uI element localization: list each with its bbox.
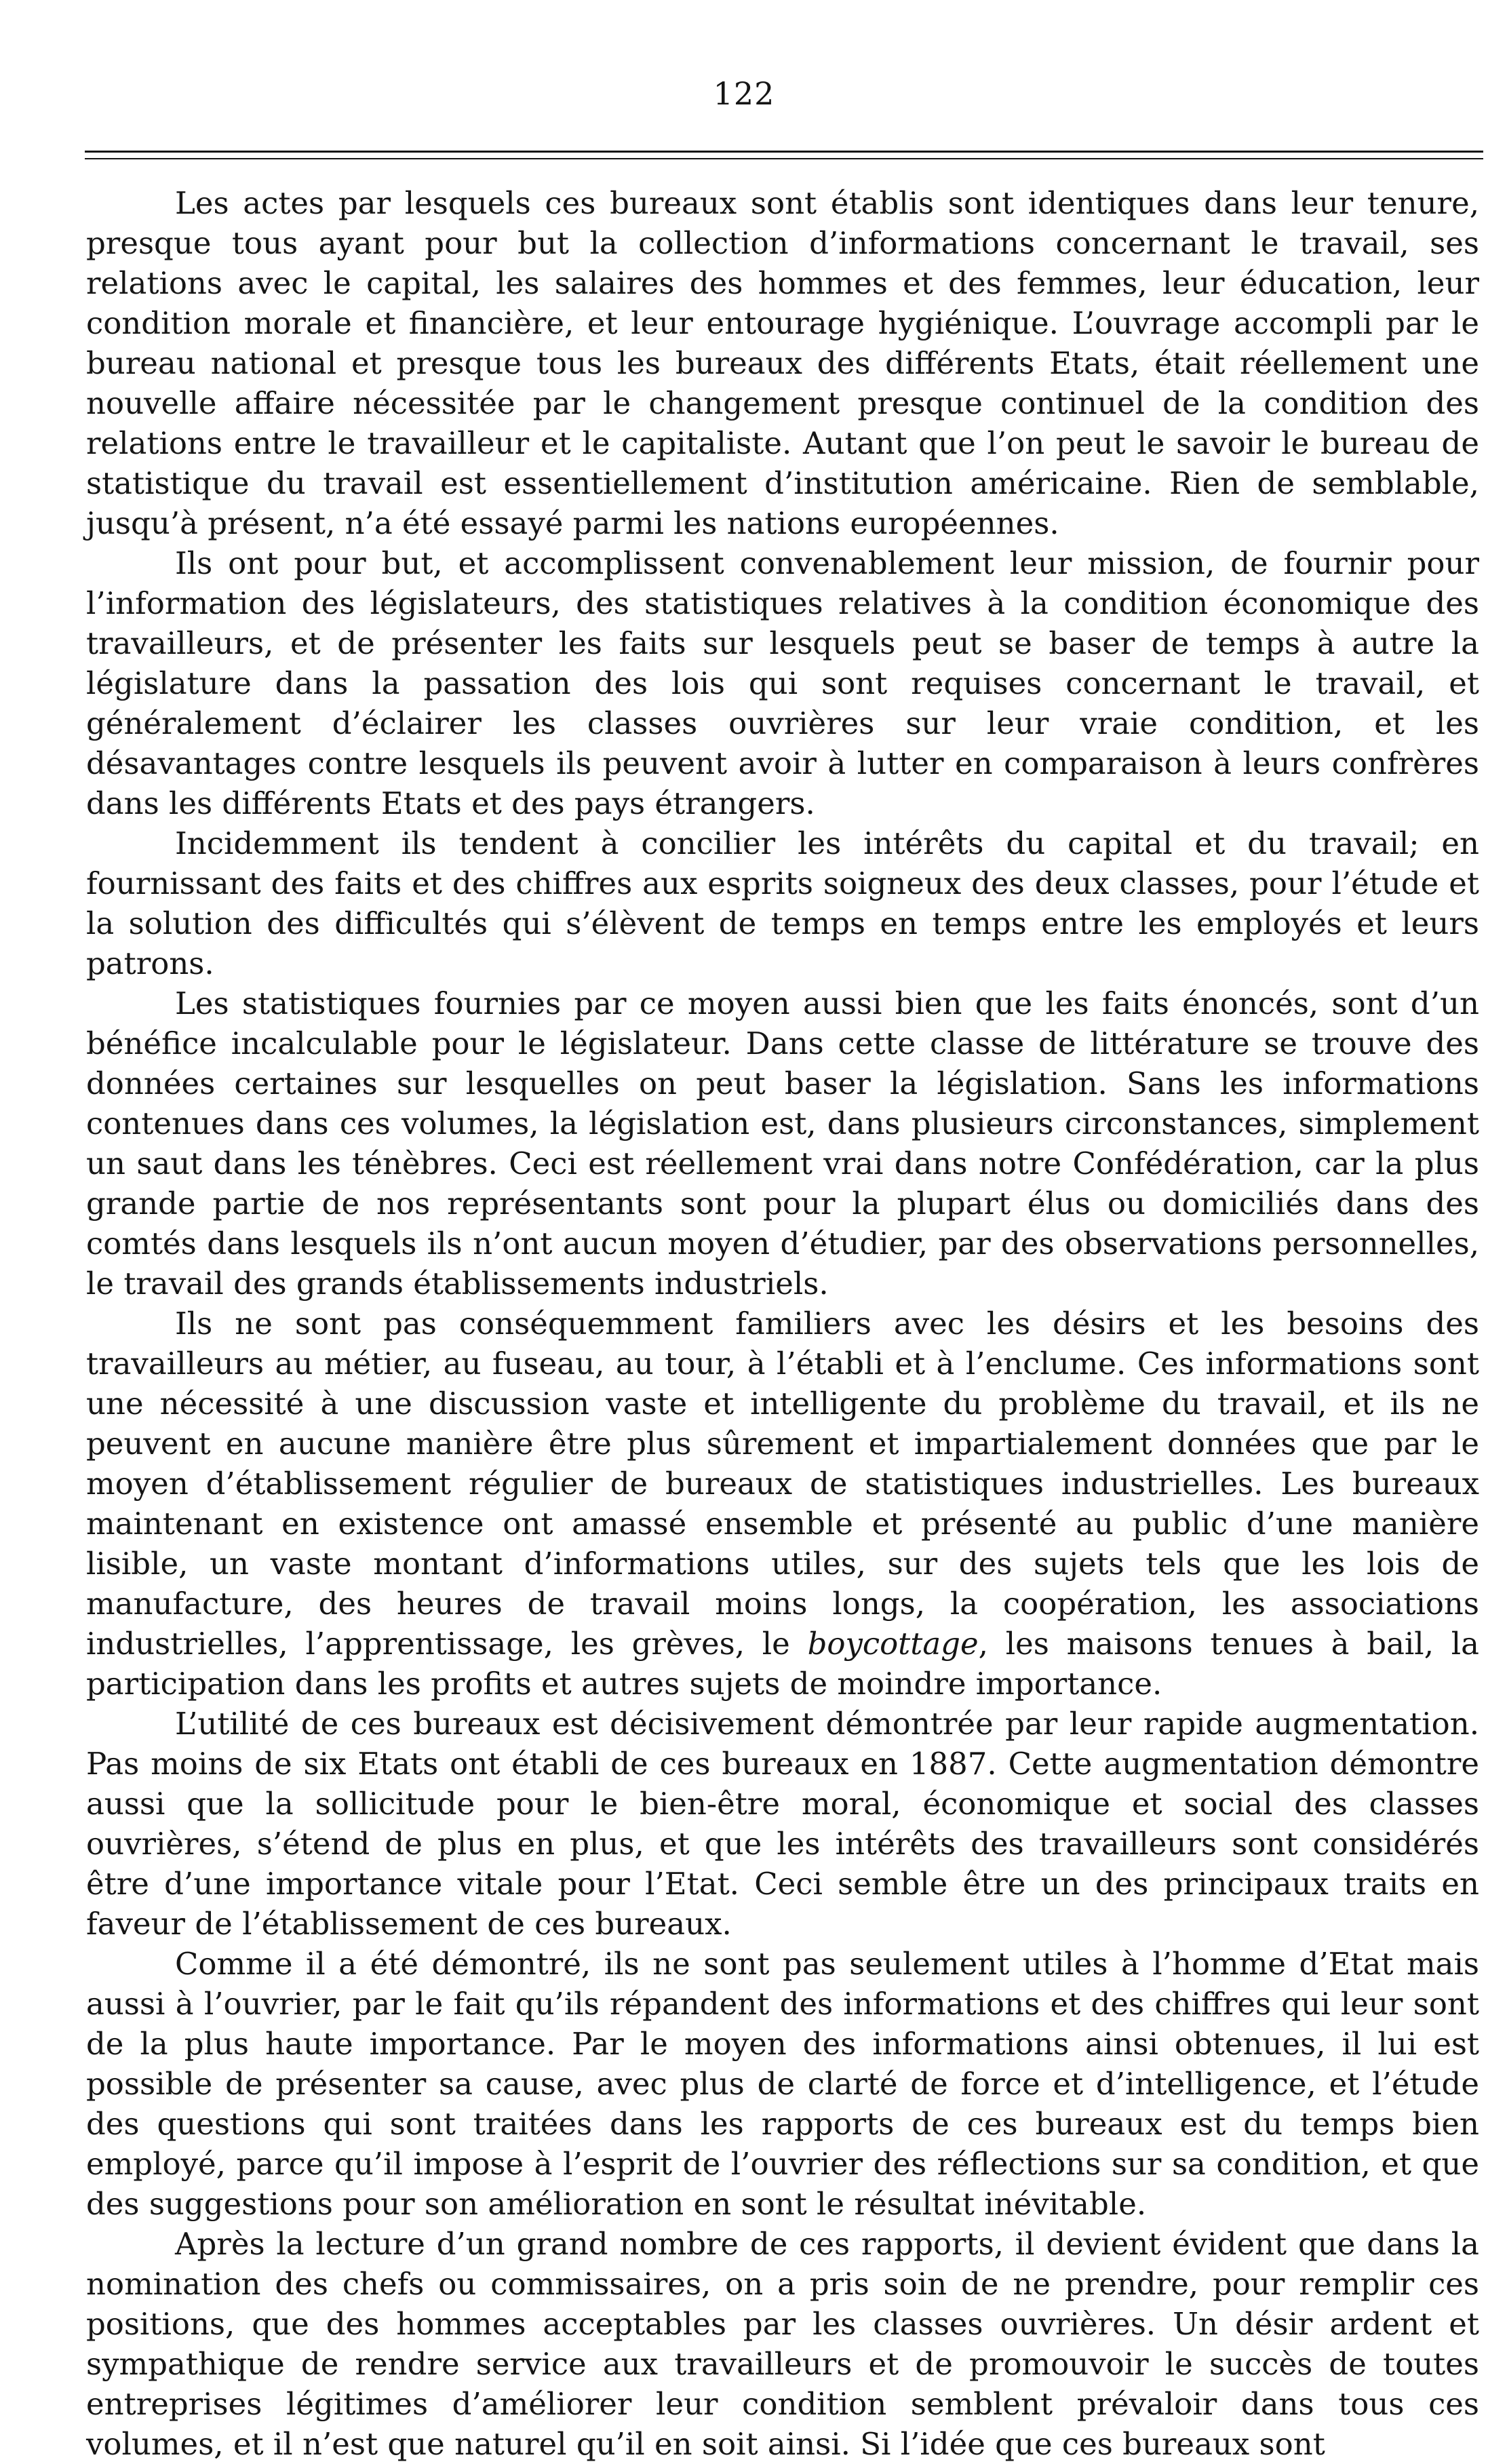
page-number: 122 bbox=[713, 75, 775, 112]
header-rule-thick bbox=[85, 151, 1483, 153]
paragraph: Comme il a été démontré, ils ne sont pas seulement utiles à l’homme d’Etat mais aussi à l’ouvrier, par le fait qu’ils répandent des informations et des chiffres qui leur sont de la plus haute importance. Par le moyen des informations ainsi obtenues, il lui est possible de présenter sa cause, avec plus de clarté de force et d’intelligence, et l’étude des questions qui sont traitées dans les rapports de ces bureaux est du temps bien employé, parce qu’il impose à l’esprit de l’ouvrier des réflections sur sa condition, et que des suggestions pour son amélioration en sont le résultat inévitable. bbox=[86, 1946, 1479, 2222]
paragraph: Les actes par lesquels ces bureaux sont établis sont identiques dans leur tenure, presque tous ayant pour but la collection d’informations concernant le travail, ses relations avec le capital, les salaires des hommes et des femmes, leur éducation, leur condition morale et financière, et leur entourage hygiénique. L’ouvrage accompli par le bureau national et presque tous les bureaux des différents Etats, était réellement une nouvelle affaire nécessitée par le changement presque continuel de la condition des relations entre le travailleur et le capitaliste. Autant que l’on peut le savoir le bureau de statistique du travail est essentiellement d’institution américaine. Rien de semblable, jusqu’à présent, n’a été essayé parmi les nations européennes. bbox=[86, 185, 1479, 541]
paragraph: Ils ont pour but, et accomplissent convenablement leur mission, de fournir pour l’information des législateurs, des statistiques relatives à la condition économique des travailleurs, et de présenter les faits sur lesquels peut se baser de temps à autre la législature dans la passation des lois qui sont requises concernant le travail, et généralement d’éclairer les classes ouvrières sur leur vraie condition, et les désavantages contre lesquels ils peuvent avoir à lutter en comparaison à leurs confrères dans les différents Etats et des pays étrangers. bbox=[86, 545, 1479, 821]
paragraph: Après la lecture d’un grand nombre de ces rapports, il devient évident que dans la nomination des chefs ou commissaires, on a pris soin de ne prendre, pour remplir ces positions, que des hommes acceptables par les classes ouvrières. Un désir ardent et sympathique de rendre service aux travailleurs et de promouvoir le succès de toutes entreprises légitimes d’améliorer leur condition semblent prévaloir dans tous ces volumes, et il n’est que naturel qu’il en soit ainsi. Si l’idée que ces bureaux sont bbox=[86, 2226, 1479, 2462]
paragraph bbox=[86, 1304, 1479, 1704]
paragraph: Les statistiques fournies par ce moyen aussi bien que les faits énoncés, sont d’un bénéfice incalculable pour le législateur. Dans cette classe de littérature se trouve des données certaines sur lesquelles on peut baser la législation. Sans les informations contenues dans ces volumes, la législation est, dans plusieurs circonstances, simplement un saut dans les ténèbres. Ceci est réellement vrai dans notre Confédération, car la plus grande partie de nos représentants sont pour la plupart élus ou domiciliés dans des comtés dans lesquels ils n’ont aucun moyen d’étudier, par des observations personnelles, le travail des grands établissements industriels. bbox=[86, 985, 1479, 1302]
body-text bbox=[86, 183, 1479, 2464]
italic-term: boycottage bbox=[807, 1626, 979, 1662]
header-rule-thin bbox=[85, 158, 1483, 159]
paragraph-text: , les maisons tenues à bail, la participation dans les profits et autres sujets de moindre importance. bbox=[86, 1626, 1479, 1702]
paragraph: Incidemment ils tendent à concilier les intérêts du capital et du travail; en fournissant des faits et des chiffres aux esprits soigneux des deux classes, pour l’étude et la solution des difficultés qui s’élèvent de temps en temps entre les employés et leurs patrons. bbox=[86, 825, 1479, 981]
paragraph: L’utilité de ces bureaux est décisivement démontrée par leur rapide augmentation. Pas moins de six Etats ont établi de ces bureaux en 1887. Cette augmentation démontre aussi que la sollicitude pour le bien-être moral, économique et social des classes ouvrières, s’étend de plus en plus, et que les intérêts des travailleurs sont considérés être d’une importance vitale pour l’Etat. Ceci semble être un des principaux traits en faveur de l’établissement de ces bureaux. bbox=[86, 1706, 1479, 1942]
paragraph-text: Ils ne sont pas conséquemment familiers avec les désirs et les besoins des travailleurs au métier, au fuseau, au tour, à l’établi et à l’enclume. Ces informations sont une nécessité à une discussion vaste et intelligente du problème du travail, et ils ne peuvent en aucune manière être plus sûrement et impartialement données que par le moyen d’établissement régulier de bureaux de statistiques industrielles. Les bureaux maintenant en existence ont amassé ensemble et présenté au public d’une manière lisible, un vaste montant d’informations utiles, sur des sujets tels que les lois de manufacture, des heures de travail moins longs, la coopération, les associations industrielles, l’apprentissage, les grèves, le bbox=[86, 1306, 1479, 1662]
